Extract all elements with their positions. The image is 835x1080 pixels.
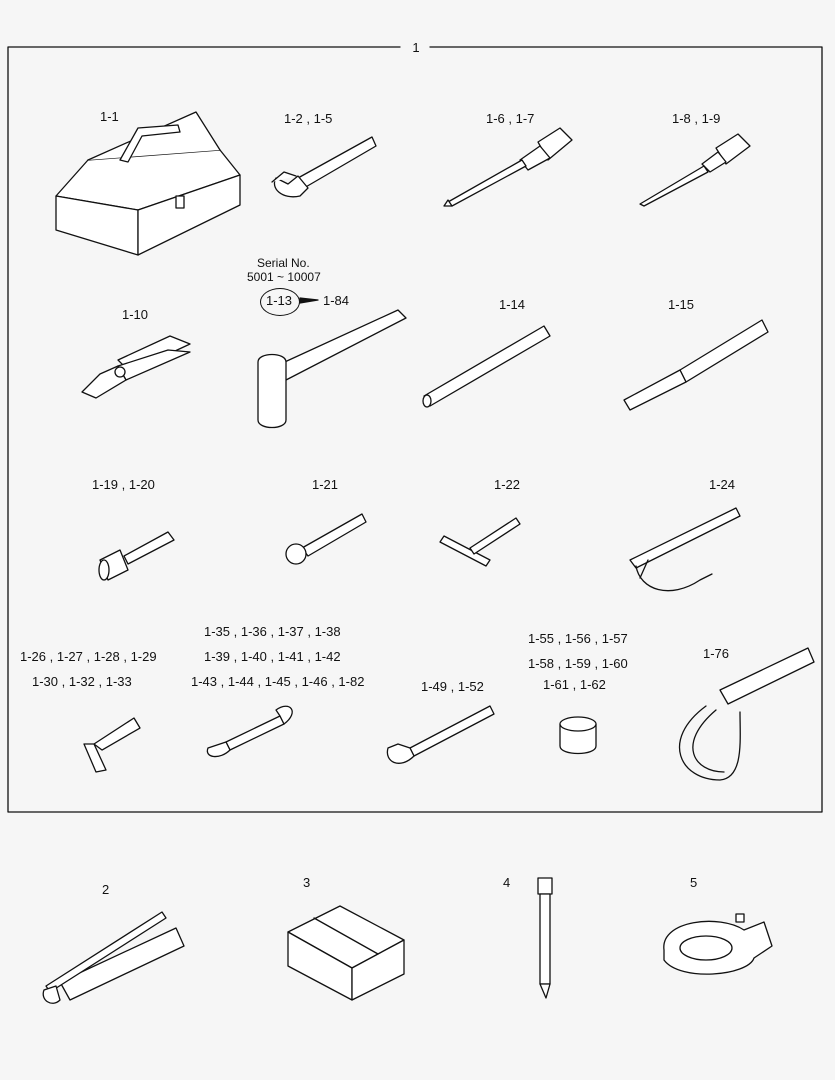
ring-tool-drawing	[664, 914, 772, 974]
hammer-drawing	[258, 310, 406, 428]
label-socket-line2: 1-58 , 1-59 , 1-60	[528, 656, 628, 671]
label-ratchet: 1-21	[312, 477, 339, 492]
frame-label: 1	[405, 40, 427, 55]
single-wrench-drawing	[387, 706, 494, 763]
toolbox-drawing	[56, 109, 240, 255]
label-band-wrench: 1-76	[703, 646, 730, 661]
label-hex-key-line2: 1-30 , 1-32 , 1-33	[32, 674, 132, 689]
label-ring-tool: 5	[690, 875, 698, 890]
serial-range: 5001 ~ 10007	[247, 270, 321, 284]
adjustable-wrench-drawing	[272, 137, 376, 197]
label-phillips-screwdriver: 1-8 , 1-9	[672, 111, 721, 126]
label-box: 3	[303, 875, 311, 890]
label-flat-screwdriver: 1-6 , 1-7	[486, 111, 535, 126]
hex-key-drawing	[84, 718, 140, 772]
label-double-wrench-line2: 1-39 , 1-40 , 1-41 , 1-42	[204, 649, 341, 664]
ratchet-drawing	[286, 514, 366, 564]
socket-drawing	[560, 717, 596, 754]
label-pliers: 1-10	[122, 307, 149, 322]
rod-drawing	[538, 878, 552, 998]
serial-title: Serial No.	[257, 256, 310, 270]
filter-wrench-drawing	[630, 508, 740, 591]
label-hex-key-line1: 1-26 , 1-27 , 1-28 , 1-29	[20, 649, 157, 664]
label-socket-line3: 1-61 , 1-62	[543, 677, 606, 692]
band-wrench-drawing	[680, 648, 814, 780]
bar-1-14-drawing	[423, 326, 550, 407]
t-handle-drawing	[440, 518, 520, 566]
label-toolbox: 1-1	[100, 109, 119, 124]
label-t-handle: 1-22	[494, 477, 521, 492]
bar-1-15-drawing	[624, 320, 768, 410]
label-filter-wrench: 1-24	[709, 477, 736, 492]
box-drawing	[288, 906, 404, 1000]
serial-arrow	[300, 298, 318, 303]
serial-from: 1-13	[266, 293, 293, 308]
label-bar-1-14: 1-14	[499, 297, 526, 312]
label-socket-line1: 1-55 , 1-56 , 1-57	[528, 631, 628, 646]
pliers-drawing	[82, 336, 190, 398]
label-adjustable-wrench: 1-2 , 1-5	[284, 111, 333, 126]
label-bar-1-15: 1-15	[668, 297, 695, 312]
label-grease-gun: 2	[102, 882, 110, 897]
label-extension: 1-19 , 1-20	[92, 477, 155, 492]
serial-to: 1-84	[323, 293, 350, 308]
label-rod: 4	[503, 875, 511, 890]
label-single-wrench: 1-49 , 1-52	[421, 679, 484, 694]
label-double-wrench-line3: 1-43 , 1-44 , 1-45 , 1-46 , 1-82	[191, 674, 365, 689]
extension-drawing	[99, 532, 174, 580]
grease-gun-drawing	[43, 912, 184, 1003]
label-double-wrench-line1: 1-35 , 1-36 , 1-37 , 1-38	[204, 624, 341, 639]
double-wrench-drawing	[207, 706, 292, 756]
flat-screwdriver-drawing	[444, 128, 572, 206]
phillips-screwdriver-drawing	[640, 134, 750, 206]
